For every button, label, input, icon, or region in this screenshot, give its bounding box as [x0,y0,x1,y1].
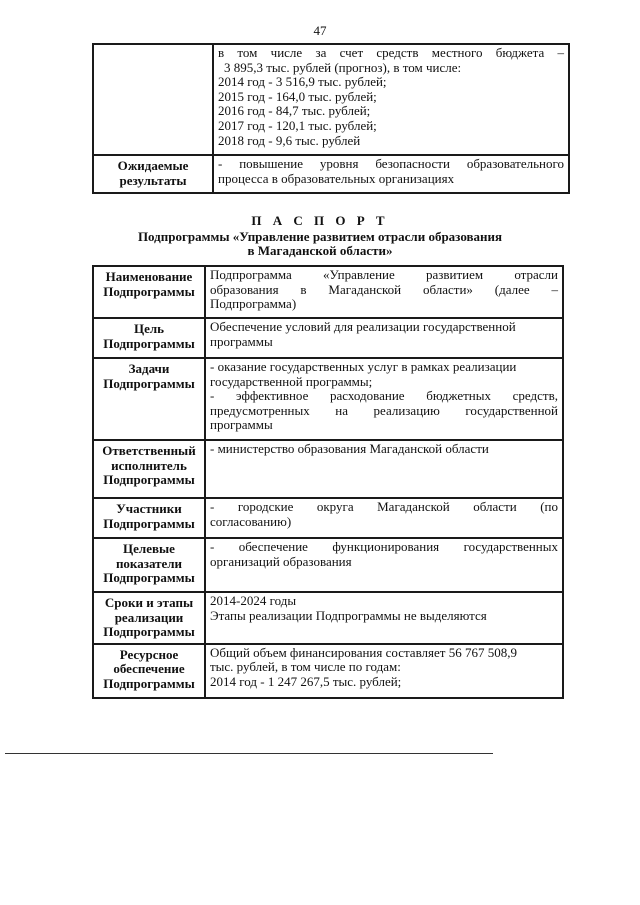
row-content [205,440,563,498]
text-line: процесса в образовательных организациях [218,170,455,186]
text-line: Подпрограмма «Управление развитием отрасли [210,267,558,282]
label-line: Подпрограммы [103,624,195,640]
text-line: - оказание государственных услуг в рамках реализации [210,359,517,374]
passport-table [92,265,564,699]
table-row [93,538,563,592]
table-row [93,266,563,318]
text-line: Подпрограмма) [210,296,297,312]
row-label [93,538,205,592]
row-content [213,44,569,155]
row-content [205,644,563,698]
text-line: 2017 год - 120,1 тыс. рублей; [218,117,377,133]
label-line: Участники [116,501,182,516]
row-label-empty [93,44,213,155]
label-line: Подпрограммы [103,570,195,586]
text-line: 2014-2024 годы [210,593,297,608]
text-line: 2018 год - 9,6 тыс. рублей [218,132,361,148]
label-line: показатели [115,555,183,571]
text-line: Этапы реализации Подпрограммы не выделяются [210,607,487,623]
text-line: образования в Магаданской области» (далее – [210,281,558,297]
label-line: Ответственный [102,443,196,458]
row-label [93,318,205,358]
text-line: организаций образования [210,553,352,569]
text-line: Общий объем финансирования составляет 56 767 508,9 [210,644,517,660]
table-row [93,44,569,155]
text-line: 2015 год - 164,0 тыс. рублей; [218,88,377,104]
row-content [205,358,563,440]
text-line: - эффективное расходование бюджетных средств, [210,388,558,404]
financing-continuation-table [92,43,570,194]
label-line: Задачи [128,361,170,376]
label-line: Подпрограммы [103,675,195,691]
row-label [93,440,205,498]
text-line: - обеспечение функционирования государственных [210,539,558,554]
subtitle-line: Подпрограммы «Управление развитием отрасли образования [137,229,503,244]
row-label [93,155,213,193]
passport-subtitle [100,230,540,258]
label-line: Подпрограммы [103,515,195,531]
label-line: Ожидаемые [117,158,189,173]
label-line: Подпрограммы [103,375,195,391]
label-line: Подпрограммы [103,283,195,299]
label-line: исполнитель [111,457,187,473]
row-content [205,538,563,592]
row-label [93,266,205,318]
row-content [205,318,563,358]
table-row [93,592,563,644]
text-line: 2014 год - 3 516,9 тыс. рублей; [218,74,387,90]
label-line: Подпрограммы [103,335,195,351]
label-line: Сроки и этапы [104,595,194,610]
bottom-divider [5,753,493,754]
text-line: - городские округа Магаданской области (по [210,499,558,514]
table-row [93,358,563,440]
row-label [93,498,205,538]
row-label [93,644,205,698]
label-line: Цель [133,321,165,336]
label-line: реализации [114,609,184,625]
table-row [93,498,563,538]
label-line: Целевые [123,541,175,556]
label-line: Подпрограммы [103,472,195,488]
row-content [205,498,563,538]
row-content [213,155,569,193]
text-line: 2014 год - 1 247 267,5 тыс. рублей; [210,673,402,689]
row-label [93,592,205,644]
text-line: - министерство образования Магаданской области [210,441,489,456]
text-line: Обеспечение условий для реализации государственной [210,319,516,334]
row-label [93,358,205,440]
page-number: 47 [313,23,327,38]
text-line: согласованию) [210,513,292,529]
text-line: предусмотренных на реализацию государственной [210,402,558,418]
text-line: - повышение уровня безопасности образовательного [218,156,564,171]
text-line: в том числе за счет средств местного бюджета – [218,45,564,60]
table-row [93,318,563,358]
table-row [93,644,563,698]
label-line: обеспечение [113,661,185,677]
text-line: государственной программы; [210,373,373,389]
table-row [93,440,563,498]
text-line: 2016 год - 84,7 тыс. рублей; [218,103,371,119]
subtitle-line: в Магаданской области» [247,243,393,258]
text-line: программы [210,333,273,349]
text-line: тыс. рублей, в том числе по годам: [210,659,401,675]
row-content [205,266,563,318]
label-line: Ресурсное [119,646,179,662]
table-row [93,155,569,193]
label-line: Наименование [105,269,193,284]
passport-title: П А С П О Р Т [251,213,389,228]
row-content [205,592,563,644]
text-line: программы [210,417,273,433]
text-line: 3 895,3 тыс. рублей (прогноз), в том числе: [224,59,462,75]
label-line: результаты [119,172,187,188]
